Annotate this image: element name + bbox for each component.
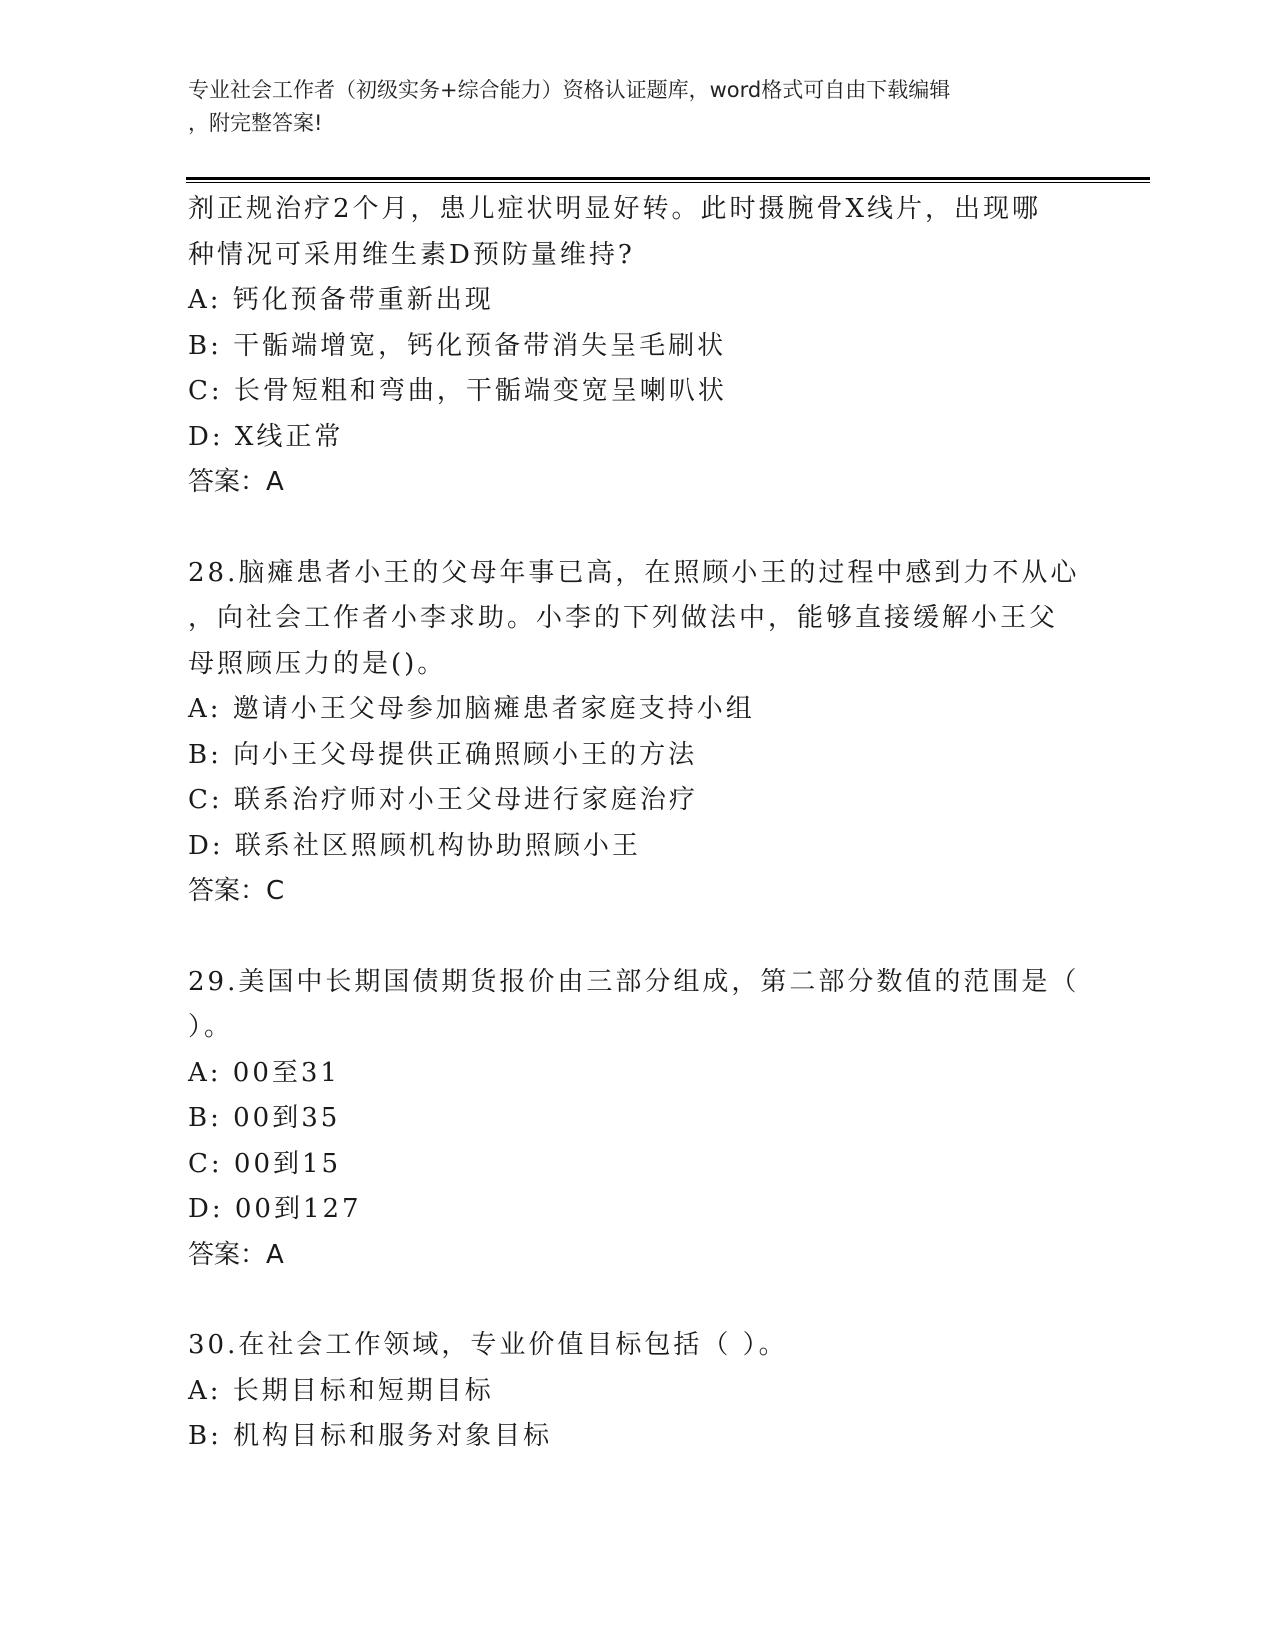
option-b: B: 向小王父母提供正确照顾小王的方法 xyxy=(188,739,698,770)
option-c: C: 长骨短粗和弯曲，干骺端变宽呈喇叭状 xyxy=(188,376,727,406)
header-line-2: ，附完整答案! xyxy=(188,111,323,135)
header-divider-thin xyxy=(186,182,1150,183)
answer-line: 答案：A xyxy=(188,1239,284,1270)
spacer xyxy=(188,915,1088,960)
option-b: B: 00到35 xyxy=(188,1103,341,1133)
option-d: D: 00到127 xyxy=(188,1194,362,1224)
header-divider-thick xyxy=(186,177,1150,180)
question-stem-line: 30.在社会工作领域，专业价值目标包括（ ）。 xyxy=(188,1330,788,1360)
answer-line: 答案：A xyxy=(188,467,284,497)
spacer xyxy=(188,506,1088,551)
option-a: A: 钙化预备带重新出现 xyxy=(188,285,494,315)
spacer xyxy=(188,1278,1088,1323)
question-stem-line: 29.美国中长期国债期货报价由三部分组成，第二部分数值的范围是（ xyxy=(188,966,1080,997)
document-body xyxy=(188,187,1088,1460)
question-stem-line: 剂正规治疗2个月，患儿症状明显好转。此时摄腕骨X线片，出现哪 xyxy=(188,194,1042,224)
page-header xyxy=(188,74,1088,140)
option-b: B: 干骺端增宽，钙化预备带消失呈毛刷状 xyxy=(188,330,727,361)
question-stem-line: 种情况可采用维生素D预防量维持? xyxy=(188,239,635,270)
option-a: A: 长期目标和短期目标 xyxy=(188,1375,494,1406)
question-30 xyxy=(188,1323,1088,1460)
question-27 xyxy=(188,187,1088,506)
question-stem-line: ）。 xyxy=(188,1012,234,1042)
question-stem-line: 28.脑瘫患者小王的父母年事已高，在照顾小王的过程中感到力不从心 xyxy=(188,557,1080,588)
question-stem-line: ，向社会工作者小李求助。小李的下列做法中，能够直接缓解小王父 xyxy=(188,603,1059,633)
header-line-1: 专业社会工作者（初级实务+综合能力）资格认证题库，word格式可自由下载编辑 xyxy=(188,78,951,102)
question-28 xyxy=(188,551,1088,915)
option-a: A: 00至31 xyxy=(188,1057,340,1088)
option-b: B: 机构目标和服务对象目标 xyxy=(188,1421,553,1451)
option-d: D: 联系社区照顾机构协助照顾小王 xyxy=(188,830,641,861)
answer-line: 答案：C xyxy=(188,876,285,906)
option-d: D: X线正常 xyxy=(188,421,344,452)
option-c: C: 联系治疗师对小王父母进行家庭治疗 xyxy=(188,785,698,815)
question-29 xyxy=(188,960,1088,1279)
option-c: C: 00到15 xyxy=(188,1148,342,1179)
option-a: A: 邀请小王父母参加脑瘫患者家庭支持小组 xyxy=(188,694,755,724)
question-stem-line: 母照顾压力的是()。 xyxy=(188,648,447,679)
